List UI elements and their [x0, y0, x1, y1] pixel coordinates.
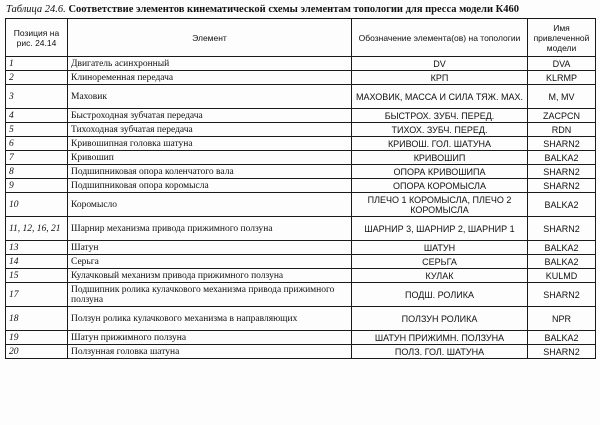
correspondence-table [5, 18, 596, 359]
row-model: M, MV [528, 85, 596, 109]
row-position: 13 [6, 241, 68, 255]
row-designation: ШАРНИР 3, ШАРНИР 2, ШАРНИР 1 [352, 217, 528, 241]
table-body [6, 57, 596, 359]
header-designation: Обозначение элемента(ов) на топологии [352, 19, 528, 57]
row-position: 11, 12, 16, 21 [6, 217, 68, 241]
row-model: SHARN2 [528, 283, 596, 307]
row-designation: ПОЛЗУН РОЛИКА [352, 307, 528, 331]
row-designation: ОПОРА КОРОМЫСЛА [352, 179, 528, 193]
table-number: Таблица 24.6. [6, 4, 66, 15]
row-element: Шарнир механизма привода прижимного ползуна [68, 217, 352, 241]
row-designation: ПЛЕЧО 1 КОРОМЫСЛА, ПЛЕЧО 2 КОРОМЫСЛА [352, 193, 528, 217]
row-model: BALKA2 [528, 241, 596, 255]
row-designation: ОПОРА КРИВОШИПА [352, 165, 528, 179]
row-position: 2 [6, 71, 68, 85]
row-position: 17 [6, 283, 68, 307]
table-row [6, 241, 596, 255]
row-model: RDN [528, 123, 596, 137]
table-row [6, 269, 596, 283]
row-model: DVA [528, 57, 596, 71]
table-row [6, 331, 596, 345]
table-caption [6, 3, 594, 17]
row-element: Ползунная головка шатуна [68, 345, 352, 359]
row-element: Подшипник ролика кулачкового механизма привода прижимного ползуна [68, 283, 352, 307]
row-element: Кривошип [68, 151, 352, 165]
table-row [6, 307, 596, 331]
row-position: 4 [6, 109, 68, 123]
row-model: SHARN2 [528, 345, 596, 359]
row-position: 18 [6, 307, 68, 331]
table-row [6, 345, 596, 359]
row-position: 1 [6, 57, 68, 71]
row-model: SHARN2 [528, 137, 596, 151]
row-element: Серьга [68, 255, 352, 269]
row-position: 9 [6, 179, 68, 193]
row-element: Кулачковый механизм привода прижимного ползуна [68, 269, 352, 283]
row-element: Кривошипная головка шатуна [68, 137, 352, 151]
row-element: Подшипниковая опора коленчатого вала [68, 165, 352, 179]
row-position: 3 [6, 85, 68, 109]
row-model: SHARN2 [528, 165, 596, 179]
table-row [6, 217, 596, 241]
table-row [6, 151, 596, 165]
row-position: 6 [6, 137, 68, 151]
table-row [6, 71, 596, 85]
row-model: SHARN2 [528, 217, 596, 241]
table-row [6, 123, 596, 137]
row-element: Клиноременная передача [68, 71, 352, 85]
row-model: BALKA2 [528, 193, 596, 217]
row-element: Шатун [68, 241, 352, 255]
row-designation: СЕРЬГА [352, 255, 528, 269]
row-position: 10 [6, 193, 68, 217]
row-position: 15 [6, 269, 68, 283]
row-position: 5 [6, 123, 68, 137]
row-element: Быстроходная зубчатая передача [68, 109, 352, 123]
row-element: Коромысло [68, 193, 352, 217]
row-element: Тихоходная зубчатая передача [68, 123, 352, 137]
table-title: Соответствие элементов кинематической схемы элементам топологии для пресса модели К460 [68, 4, 519, 15]
row-element: Маховик [68, 85, 352, 109]
row-model: SHARN2 [528, 179, 596, 193]
row-model: KULMD [528, 269, 596, 283]
row-model: BALKA2 [528, 151, 596, 165]
row-designation: КРИВОШИП [352, 151, 528, 165]
header-element: Элемент [68, 19, 352, 57]
row-position: 20 [6, 345, 68, 359]
row-model: NPR [528, 307, 596, 331]
table-row [6, 179, 596, 193]
row-element: Шатун прижимного ползуна [68, 331, 352, 345]
header-model: Имя привлеченной модели [528, 19, 596, 57]
row-model: BALKA2 [528, 331, 596, 345]
table-row [6, 255, 596, 269]
row-element: Подшипниковая опора коромысла [68, 179, 352, 193]
row-position: 7 [6, 151, 68, 165]
row-designation: БЫСТРОХ. ЗУБЧ. ПЕРЕД. [352, 109, 528, 123]
table-row [6, 165, 596, 179]
row-designation: ПОДШ. РОЛИКА [352, 283, 528, 307]
row-designation: ТИХОХ. ЗУБЧ. ПЕРЕД. [352, 123, 528, 137]
row-model: KLRMP [528, 71, 596, 85]
table-row [6, 109, 596, 123]
table-row [6, 85, 596, 109]
row-position: 14 [6, 255, 68, 269]
row-designation: DV [352, 57, 528, 71]
row-element: Ползун ролика кулачкового механизма в направляющих [68, 307, 352, 331]
header-position: Позиция на рис. 24.14 [6, 19, 68, 57]
table-row [6, 283, 596, 307]
row-position: 19 [6, 331, 68, 345]
row-designation: КРП [352, 71, 528, 85]
table-row [6, 57, 596, 71]
row-model: BALKA2 [528, 255, 596, 269]
table-row [6, 137, 596, 151]
row-designation: КУЛАК [352, 269, 528, 283]
row-designation: МАХОВИК, МАССА И СИЛА ТЯЖ. МАХ. [352, 85, 528, 109]
row-designation: ШАТУН [352, 241, 528, 255]
table-row [6, 193, 596, 217]
row-model: ZACPCN [528, 109, 596, 123]
table-header-row [6, 19, 596, 57]
row-designation: КРИВОШ. ГОЛ. ШАТУНА [352, 137, 528, 151]
row-element: Двигатель асинхронный [68, 57, 352, 71]
row-designation: ШАТУН ПРИЖИМН. ПОЛЗУНА [352, 331, 528, 345]
row-designation: ПОЛЗ. ГОЛ. ШАТУНА [352, 345, 528, 359]
row-position: 8 [6, 165, 68, 179]
